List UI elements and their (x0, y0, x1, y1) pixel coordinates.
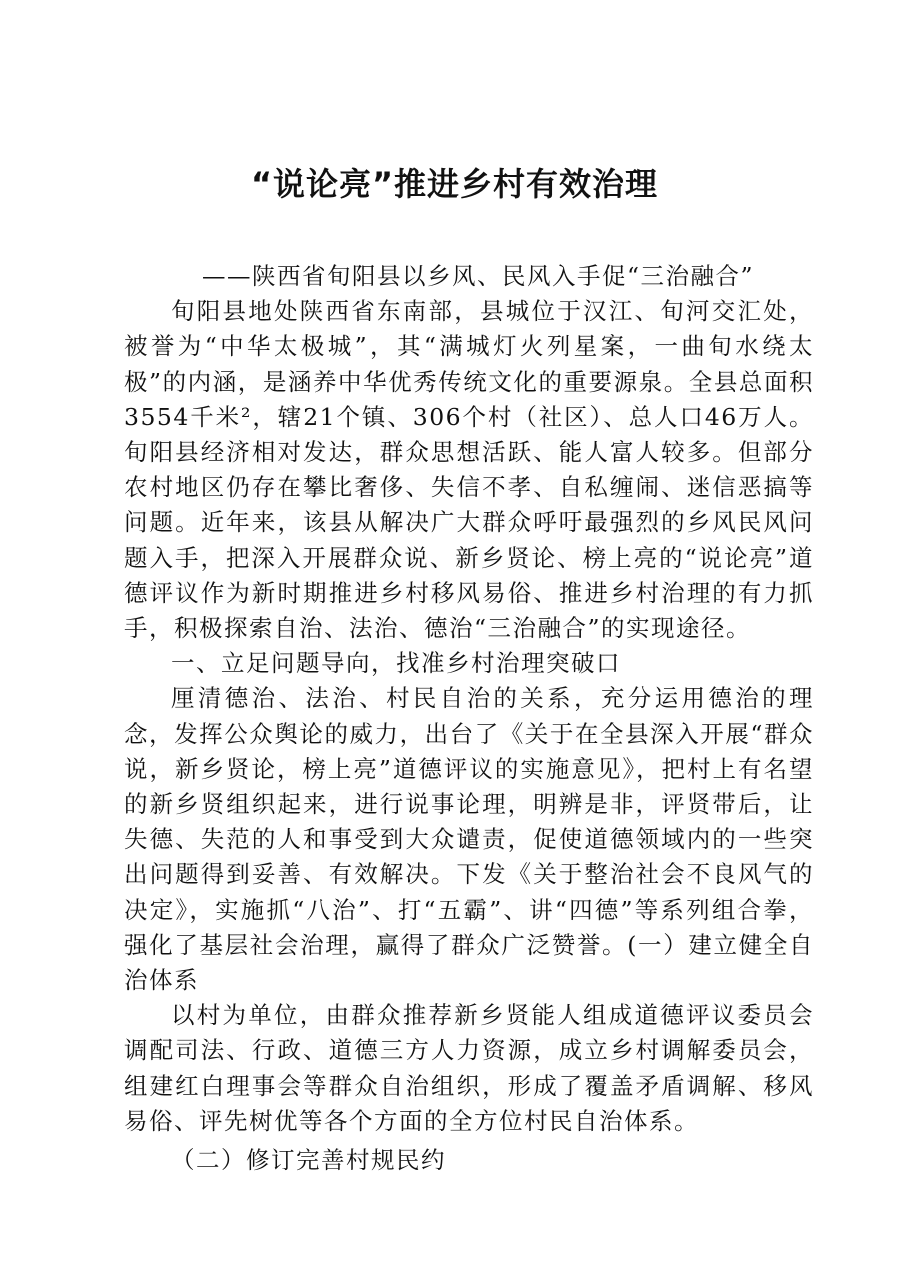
document-subtitle: ——陕西省旬阳县以乡风、民风入手促“三治融合” (202, 262, 755, 290)
paragraph-self-governance: 以村为单位，由群众推荐新乡贤能人组成道德评议委员会调配司法、行政、道德三方人力资源，成立乡村调解委员会，组建红白理事会等群众自治组织，形成了覆盖矛盾调解、移风易俗、评先树优等各个方面的全方位村民自治体系。 (124, 1001, 814, 1135)
paragraph-intro: 旬阳县地处陕西省东南部，县城位于汉江、旬河交汇处，被誉为“中华太极城”，其“满城灯火列星案，一曲旬水绕太极”的内涵，是涵养中华优秀传统文化的重要源泉。全县总面积3554千米²，辖21个镇、306个村（社区）、总人口46万人。旬阳县经济相对发达，群众思想活跃、能人富人较多。但部分农村地区仍存在攀比奢侈、失信不孝、自私缠闹、迷信恶搞等问题。近年来，该县从解决广大群众呼吁最强烈的乡风民风问题入手，把深入开展群众说、新乡贤论、榜上亮的“说论亮”道德评议作为新时期推进乡村移风易俗、推进乡村治理的有力抓手，积极探索自治、法治、德治“三治融合”的实现途径。 (124, 297, 814, 643)
subsection-heading-2: （二）修订完善村规民约 (171, 1146, 446, 1175)
document-title: “说论亮”推进乡村有效治理 (250, 165, 659, 203)
paragraph-section-1: 厘清德治、法治、村民自治的关系，充分运用德治的理念，发挥公众舆论的威力，出台了《关于在全县深入开展“群众说，新乡贤论，榜上亮”道德评议的实施意见》，把村上有名望的新乡贤组织起来，进行说事论理，明辨是非，评贤带后，让失德、失范的人和事受到大众谴责，促使道德领域内的一些突出问题得到妥善、有效解决。下发《关于整治社会不良风气的决定》，实施抓“八治”、打“五霸”、讲“四德”等系列组合拳，强化了基层社会治理，赢得了群众广泛赞誉。(一）建立健全自治体系 (124, 684, 814, 995)
document-body (124, 259, 814, 1178)
section-heading-1: 一、立足问题导向，找准乡村治理突破口 (171, 649, 621, 678)
